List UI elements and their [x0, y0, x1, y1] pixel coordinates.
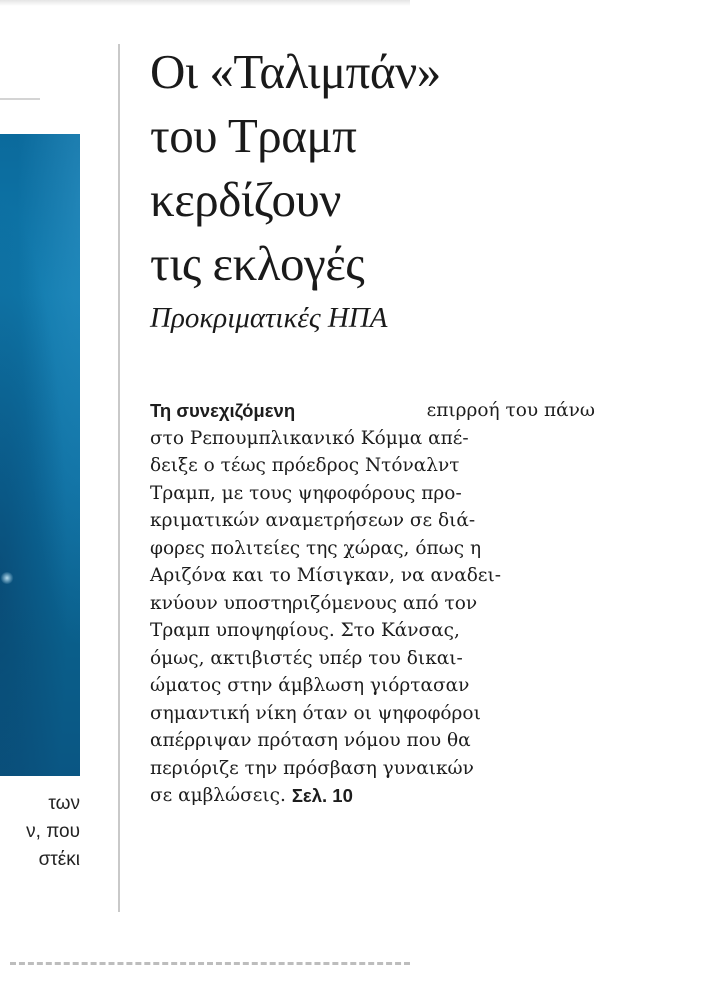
body-line: κριματικών αναμετρήσεων σε διά- — [150, 510, 476, 531]
headline-line: Οι «Ταλιμπάν» — [150, 44, 441, 99]
headline-line: του Τραμπ — [150, 108, 357, 163]
dashed-separator — [10, 962, 410, 965]
subheadline: Προκριματικές ΗΠΑ — [150, 302, 388, 334]
body-line: περιόριζε την πρόσβαση γυναικών — [150, 757, 474, 779]
body-line — [150, 782, 595, 810]
caption-line: ν, που — [26, 821, 80, 842]
column-divider-line — [0, 98, 40, 100]
body-line: κνύουν υποστηριζόμενους από τον — [150, 592, 478, 614]
body-line: Αριζόνα και το Μίσιγκαν, να αναδει- — [150, 565, 501, 586]
article-photo — [0, 134, 80, 776]
body-line: όμως, ακτιβιστές υπέρ του δικαι- — [150, 647, 463, 669]
article-body — [150, 397, 595, 810]
body-text: σε αμβλώσεις. — [150, 785, 286, 806]
body-line — [150, 397, 595, 425]
column-rule — [118, 44, 120, 912]
lead-in: Τη συνεχιζόμενη — [150, 400, 296, 421]
caption-line: των — [48, 793, 80, 814]
body-line: Τραμπ υποψηφίους. Στο Κάνσας, — [150, 620, 460, 641]
body-line: δειξε ο τέως πρόεδρος Ντόναλντ — [150, 455, 460, 476]
body-text: επιρροή του πάνω — [426, 400, 595, 421]
body-line: φορες πολιτείες της χώρας, όπως η — [150, 537, 482, 559]
caption-line: στέκι — [38, 849, 80, 870]
headline — [150, 40, 610, 296]
body-line: ώματος στην άμβλωση γιόρτασαν — [150, 675, 470, 696]
photo-highlight — [0, 572, 14, 584]
body-line: Τραμπ, με τους ψηφοφόρους προ- — [150, 482, 462, 504]
photo-caption — [0, 790, 80, 874]
body-line: απέρριψαν πρόταση νόμου που θα — [150, 730, 471, 751]
body-line: σημαντική νίκη όταν οι ψηφοφόροι — [150, 702, 481, 724]
body-line: στο Ρεπουμπλικανικό Κόμμα απέ- — [150, 427, 469, 449]
headline-line: κερδίζουν — [150, 172, 341, 227]
article — [150, 40, 610, 338]
adjacent-article-column — [0, 0, 110, 988]
headline-line: τις εκλογές — [150, 236, 365, 291]
page-reference: Σελ. 10 — [291, 785, 353, 806]
